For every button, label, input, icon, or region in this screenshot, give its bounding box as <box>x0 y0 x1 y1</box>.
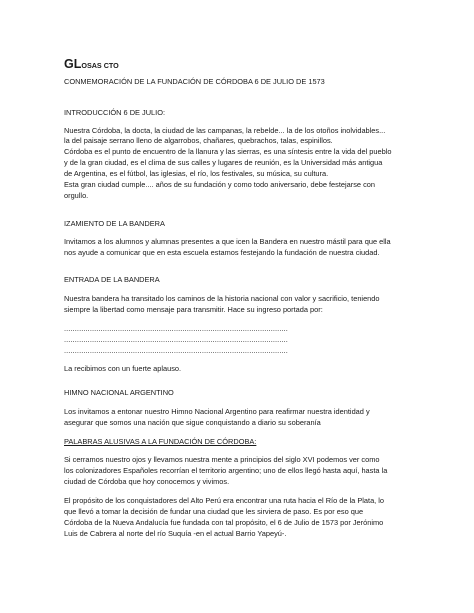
paragraph-line: nos ayude a comunicar que en esta escuela estamos festejando la fundación de nuestra ciudad. <box>64 248 380 258</box>
paragraph-entrada <box>64 294 444 316</box>
paragraph-himno <box>64 407 444 429</box>
paragraph-line: asegurar que somos una nación que sigue conquistando a diario su soberanía <box>64 417 321 427</box>
paragraph-line: El propósito de los conquistadores del Alto Perú era encontrar una ruta hacia el Río de la Plata, lo <box>64 495 385 505</box>
title-initials: GL <box>64 57 82 71</box>
paragraph-line: ciudad de Córdoba que hoy conocemos y vivimos. <box>64 477 230 486</box>
paragraph-palabras-2 <box>64 496 444 540</box>
title-rest: OSAS CTO <box>81 61 119 70</box>
document-title <box>64 57 444 73</box>
paragraph-line: Invitamos a los alumnos y alumnas presentes a que icen la Bandera en nuestro mástil para que ella <box>64 237 391 247</box>
paragraph-line: Nuestra Córdoba, la docta, la ciudad de las campanas, la rebelde... la de los otoños inolvidables... <box>64 125 386 135</box>
paragraph-line: Córdoba es el punto de encuentro de la llanura y las sierras, es una síntesis entre la vida del pueblo <box>64 147 392 157</box>
paragraph-line: Nuestra bandera ha transitado los caminos de la historia nacional con valor y sacrificio, teniendo <box>64 293 380 303</box>
paragraph-line: que llevó a tomar la decisión de fundar una ciudad que les sirviera de paso. Es por eso que <box>64 506 364 516</box>
section-heading-entrada: ENTRADA DE LA BANDERA <box>64 275 160 285</box>
paragraph-line: Luis de Cabrera al norte del río Suquía -en el actual Barrio Yapeyú-. <box>64 528 287 538</box>
paragraph-line: orgullo. <box>64 190 89 200</box>
paragraph-line: y de la gran ciudad, es el clima de sus calles y lugares de reunión, es la Universidad más antigua <box>64 158 383 168</box>
paragraph-line: Esta gran ciudad cumple.... años de su fundación y como todo aniversario, debe festejarse con <box>64 180 376 190</box>
dotted-blank-line: ........................................................................................................ <box>64 346 288 356</box>
document-body <box>64 57 444 540</box>
paragraph-line: Si cerramos nuestro ojos y llevamos nuestra mente a principios del siglo XVI podemos ver como <box>64 455 380 465</box>
applause-line: La recibimos con un fuerte aplauso. <box>64 364 182 374</box>
paragraph-line: siempre la libertad como mensaje para transmitir. Hace su ingreso portada por: <box>64 304 323 314</box>
paragraph-palabras-1 <box>64 455 444 488</box>
document-subtitle: CONMEMORACIÓN DE LA FUNDACIÓN DE CÓRDOBA 6 DE JULIO DE 1573 <box>64 77 325 86</box>
paragraph-line: los colonizadores Españoles recorrían el territorio argentino; uno de ellos llegó hasta aquí, hasta la <box>64 466 388 476</box>
paragraph-line: de Argentina, es el fútbol, las iglesias, el río, los festivales, su música, su cultura. <box>64 169 329 179</box>
section-heading-himno: HIMNO NACIONAL ARGENTINO <box>64 388 174 398</box>
section-heading-palabras-alusivas: PALABRAS ALUSIVAS A LA FUNDACIÓN DE CÓRDOBA: <box>64 436 257 446</box>
section-heading-introduccion: INTRODUCCIÓN 6 DE JULIO: <box>64 108 166 117</box>
paragraph-introduccion <box>64 126 444 202</box>
flag-bearers-blank-lines <box>64 323 444 356</box>
dotted-blank-line: ........................................................................................................ <box>64 335 288 345</box>
section-heading-izamiento: IZAMIENTO DE LA BANDERA <box>64 218 165 228</box>
paragraph-line: Córdoba de la Nueva Andalucía fue fundada con tal propósito, el 6 de Julio de 1573 por Jerónimo <box>64 517 384 527</box>
paragraph-line: Los invitamos a entonar nuestro Himno Nacional Argentino para reafirmar nuestra identidad y <box>64 406 370 416</box>
paragraph-line: la del paisaje serrano lleno de algarrobos, chañares, quebrachos, talas, espinillos. <box>64 136 333 146</box>
paragraph-izamiento <box>64 237 444 259</box>
dotted-blank-line: ........................................................................................................ <box>64 324 288 334</box>
